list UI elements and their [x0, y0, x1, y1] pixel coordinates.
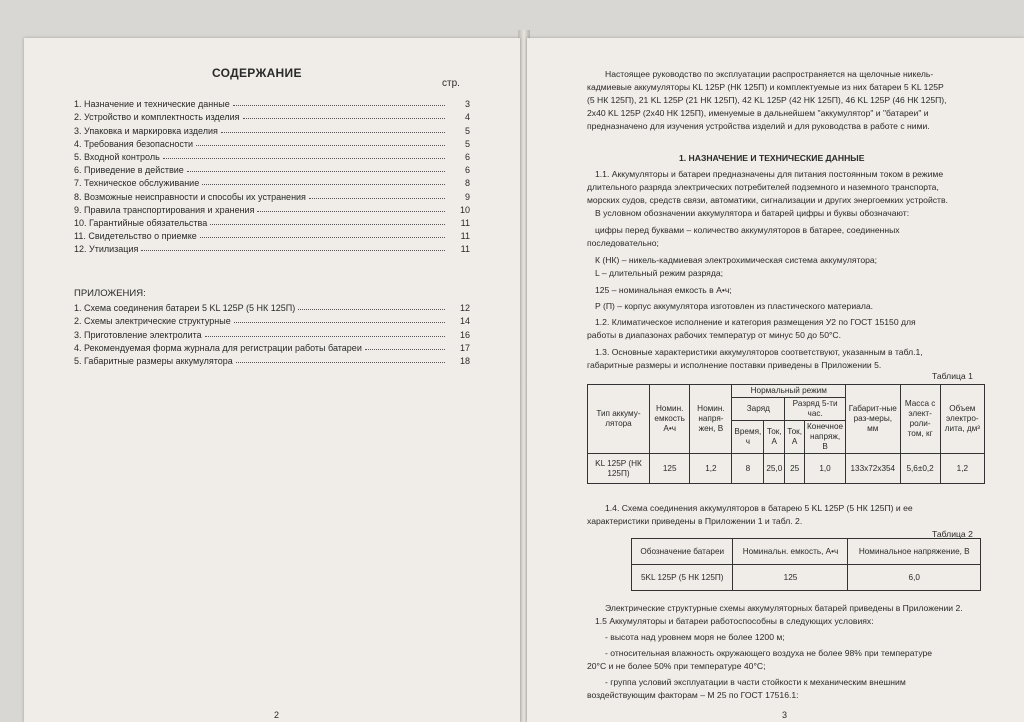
appendix-title: ПРИЛОЖЕНИЯ:	[74, 288, 146, 299]
toc-entry-title: 10. Гарантийные обязательства	[74, 217, 208, 228]
dot-leader	[205, 336, 445, 337]
dot-leader	[141, 250, 445, 251]
toc-entry	[74, 188, 470, 201]
toc-entry-page: 17	[459, 342, 470, 353]
table-header: Габарит-ные раз-меры, мм	[846, 385, 900, 454]
toc-entry-page: 8	[464, 178, 470, 189]
body-line: последовательно;	[587, 238, 659, 248]
intro-line: кадмиевые аккумуляторы KL 125P (НК 125П) и комплектуемые из них батареи 5 KL 125P	[587, 82, 944, 92]
toc-entry-title: 2. Схемы электрические структурные	[74, 316, 231, 327]
table-header: Разряд 5-ти час.	[785, 398, 846, 421]
section-title: 1. НАЗНАЧЕНИЕ И ТЕХНИЧЕСКИЕ ДАННЫЕ	[679, 153, 865, 163]
toc-entry-title: 11. Свидетельство о приемке	[74, 231, 197, 242]
toc-entry-title: 1. Назначение и технические данные	[74, 99, 230, 110]
toc-entry	[74, 215, 470, 228]
body-line: работы в диапазонах рабочих температур от минус 50 до 50°С.	[587, 330, 842, 340]
toc-entry-title: 4. Рекомендуемая форма журнала для регистрации работы батареи	[74, 342, 362, 353]
appendix-list	[74, 300, 470, 366]
toc-entry	[74, 122, 470, 135]
intro-line: (5 НК 125П), 21 KL 125P (21 НК 125П), 42 KL 125P (42 НК 125П), 46 KL 125P (46 НК 125П),	[587, 95, 947, 105]
toc-entry-page: 9	[464, 191, 470, 202]
toc-entry-title: 12. Утилизация	[74, 244, 139, 255]
battery-table	[631, 538, 981, 591]
toc-entry-page: 5	[464, 125, 470, 136]
intro-line: 2x40 KL 125P (2x40 НК 125П), именуемые в дальнейшем "аккумулятор" и "батареи" и	[587, 108, 929, 118]
toc-entry-page: 5	[464, 138, 470, 149]
table1-caption: Таблица 1	[932, 371, 973, 381]
body-line: P (П) – корпус аккумулятора изготовлен из пластического материала.	[595, 301, 874, 311]
toc-entry-title: 3. Приготовление электролита	[74, 329, 202, 340]
table-cell: 5KL 125P (5 НК 125П)	[632, 565, 733, 591]
dot-leader	[210, 224, 445, 225]
body-line: воздействующим факторам – М 25 по ГОСТ 17516.1:	[587, 690, 799, 700]
body-line: длительного разряда электрических потребителей подземного и наземного транспорта,	[587, 182, 939, 192]
toc-list	[74, 96, 470, 254]
table-header: Обозначение батареи	[632, 539, 733, 565]
toc-entry	[74, 175, 470, 188]
body-line: 1.5 Аккумуляторы и батареи работоспособны в следующих условиях:	[595, 616, 874, 626]
toc-entry	[74, 340, 470, 353]
toc-entry-page: 12	[459, 303, 470, 314]
toc-entry-page: 18	[459, 355, 470, 366]
table-cell: 1,2	[690, 454, 732, 484]
page-column-label: стр.	[442, 78, 460, 89]
toc-entry-page: 6	[464, 151, 470, 162]
table-header: Конечное напряж, В	[805, 421, 846, 454]
table-cell: 6,0	[848, 565, 981, 591]
toc-entry-title: 9. Правила транспортирования и хранения	[74, 204, 255, 215]
toc-entry-title: 4. Требования безопасности	[74, 138, 194, 149]
table-header: Объем электро-лита, дм³	[940, 385, 984, 454]
dot-leader	[221, 132, 445, 133]
table-cell: 125	[733, 565, 848, 591]
table-cell: 1,2	[940, 454, 984, 484]
body-line: характеристики приведены в Приложении 1 и табл. 2.	[587, 516, 803, 526]
toc-entry	[74, 149, 470, 162]
body-line: - группа условий эксплуатации в части стойкости к механическим внешним	[605, 677, 906, 687]
dot-leader	[365, 349, 445, 350]
toc-entry-page: 4	[464, 112, 470, 123]
dot-leader	[202, 184, 445, 185]
dot-leader	[234, 322, 445, 323]
body-line: - высота над уровнем моря не более 1200 м;	[605, 632, 785, 642]
dot-leader	[257, 211, 445, 212]
table-cell: 1,0	[805, 454, 846, 484]
dot-leader	[309, 198, 445, 199]
toc-entry	[74, 353, 470, 366]
body-line: Электрические структурные схемы аккумуляторных батарей приведены в Приложении 2.	[605, 603, 963, 613]
body-line: 20°С и не более 50% при температуре 40°С;	[587, 661, 766, 671]
toc-entry	[74, 326, 470, 339]
body-line: 1.4. Схема соединения аккумуляторов в батарею 5 KL 125P (5 НК 125П) и ее	[605, 503, 913, 513]
body-line: 1.1. Аккумуляторы и батареи предназначены для питания постоянным током в режиме	[595, 169, 944, 179]
body-line: L – длительный режим разряда;	[595, 268, 724, 278]
toc-entry-page: 11	[460, 244, 470, 255]
toc-entry-page: 14	[459, 316, 470, 327]
body-line: В условном обозначении аккумулятора и батарей цифры и буквы обозначают:	[595, 208, 910, 218]
table-cell: 8	[732, 454, 764, 484]
intro-line: Настоящее руководство по эксплуатации распространяется на щелочные никель-	[605, 69, 934, 79]
table-header: Нормальный режим	[732, 385, 846, 398]
toc-entry	[74, 202, 470, 215]
right-page	[527, 38, 1024, 722]
table-header: Номин. емкость А•ч	[649, 385, 689, 454]
intro-line: предназначено для изучения устройства изделий и для руководства в работе с ними.	[587, 121, 930, 131]
body-line: морских судов, средств связи, автоматики, сигнализации и других энергоемких устройств.	[587, 195, 948, 205]
body-line: К (НК) – никель-кадмиевая электрохимическая система аккумулятора;	[595, 255, 878, 265]
toc-entry	[74, 313, 470, 326]
toc-entry-title: 2. Устройство и комплектность изделия	[74, 112, 240, 123]
dot-leader	[196, 145, 445, 146]
dot-leader	[298, 309, 445, 310]
toc-entry-title: 7. Техническое обслуживание	[74, 178, 200, 189]
page-number-right: 3	[782, 710, 788, 720]
body-line: габаритные размеры и исполнение поставки приведены в Приложении 5.	[587, 360, 882, 370]
toc-entry-title: 5. Входной контроль	[74, 151, 160, 162]
toc-entry	[74, 136, 470, 149]
dot-leader	[236, 362, 445, 363]
toc-entry-page: 11	[460, 217, 470, 228]
table-cell: KL 125P (НК 125П)	[588, 454, 650, 484]
toc-entry-title: 1. Схема соединения батареи 5 KL 125P (5 НК 125П)	[74, 303, 296, 314]
table-cell: 25,0	[764, 454, 785, 484]
toc-entry-title: 3. Упаковка и маркировка изделия	[74, 125, 218, 136]
table-header: Тип аккуму-лятора	[588, 385, 650, 454]
dot-leader	[187, 171, 445, 172]
body-line: 1.3. Основные характеристики аккумуляторов соответствуют, указанным в табл.1,	[595, 347, 923, 357]
toc-entry	[74, 228, 470, 241]
table-cell: 5,6±0,2	[900, 454, 940, 484]
toc-entry	[74, 96, 470, 109]
dot-leader	[233, 105, 445, 106]
table-header: Ток, А	[785, 421, 805, 454]
toc-entry-page: 10	[459, 204, 470, 215]
table-cell: 125	[649, 454, 689, 484]
dot-leader	[243, 118, 446, 119]
dot-leader	[200, 237, 445, 238]
toc-entry	[74, 241, 470, 254]
table-header: Масса с элект-роли-том, кг	[900, 385, 940, 454]
table-header: Номинальное напряжение, В	[848, 539, 981, 565]
body-line: 1.2. Климатическое исполнение и категория размещения У2 по ГОСТ 15150 для	[595, 317, 916, 327]
page-number-left: 2	[274, 710, 280, 720]
table-header: Номинальн. емкость, А•ч	[733, 539, 848, 565]
table-cell: 25	[785, 454, 805, 484]
table-header: Ток, А	[764, 421, 785, 454]
table-header: Заряд	[732, 398, 785, 421]
contents-title: СОДЕРЖАНИЕ	[212, 66, 302, 80]
toc-entry	[74, 162, 470, 175]
toc-entry-page: 6	[464, 165, 470, 176]
toc-entry	[74, 300, 470, 313]
table2-caption: Таблица 2	[932, 529, 973, 539]
body-line: 125 – номинальная емкость в А•ч;	[595, 285, 732, 295]
toc-entry	[74, 109, 470, 122]
body-line: цифры перед буквами – количество аккумуляторов в батарее, соединенных	[595, 225, 900, 235]
toc-entry-title: 8. Возможные неисправности и способы их устранения	[74, 191, 306, 202]
table-header: Номин. напря-жен, В	[690, 385, 732, 454]
table-header: Время, ч	[732, 421, 764, 454]
toc-entry-page: 16	[459, 329, 470, 340]
dot-leader	[163, 158, 445, 159]
toc-entry-page: 11	[460, 231, 470, 242]
toc-entry-title: 6. Приведение в действие	[74, 165, 184, 176]
left-page	[24, 38, 520, 722]
toc-entry-page: 3	[464, 99, 470, 110]
table-cell: 133x72x354	[846, 454, 900, 484]
body-line: - относительная влажность окружающего воздуха не более 98% при температуре	[605, 648, 933, 658]
characteristics-table	[587, 384, 985, 484]
toc-entry-title: 5. Габаритные размеры аккумулятора	[74, 355, 233, 366]
